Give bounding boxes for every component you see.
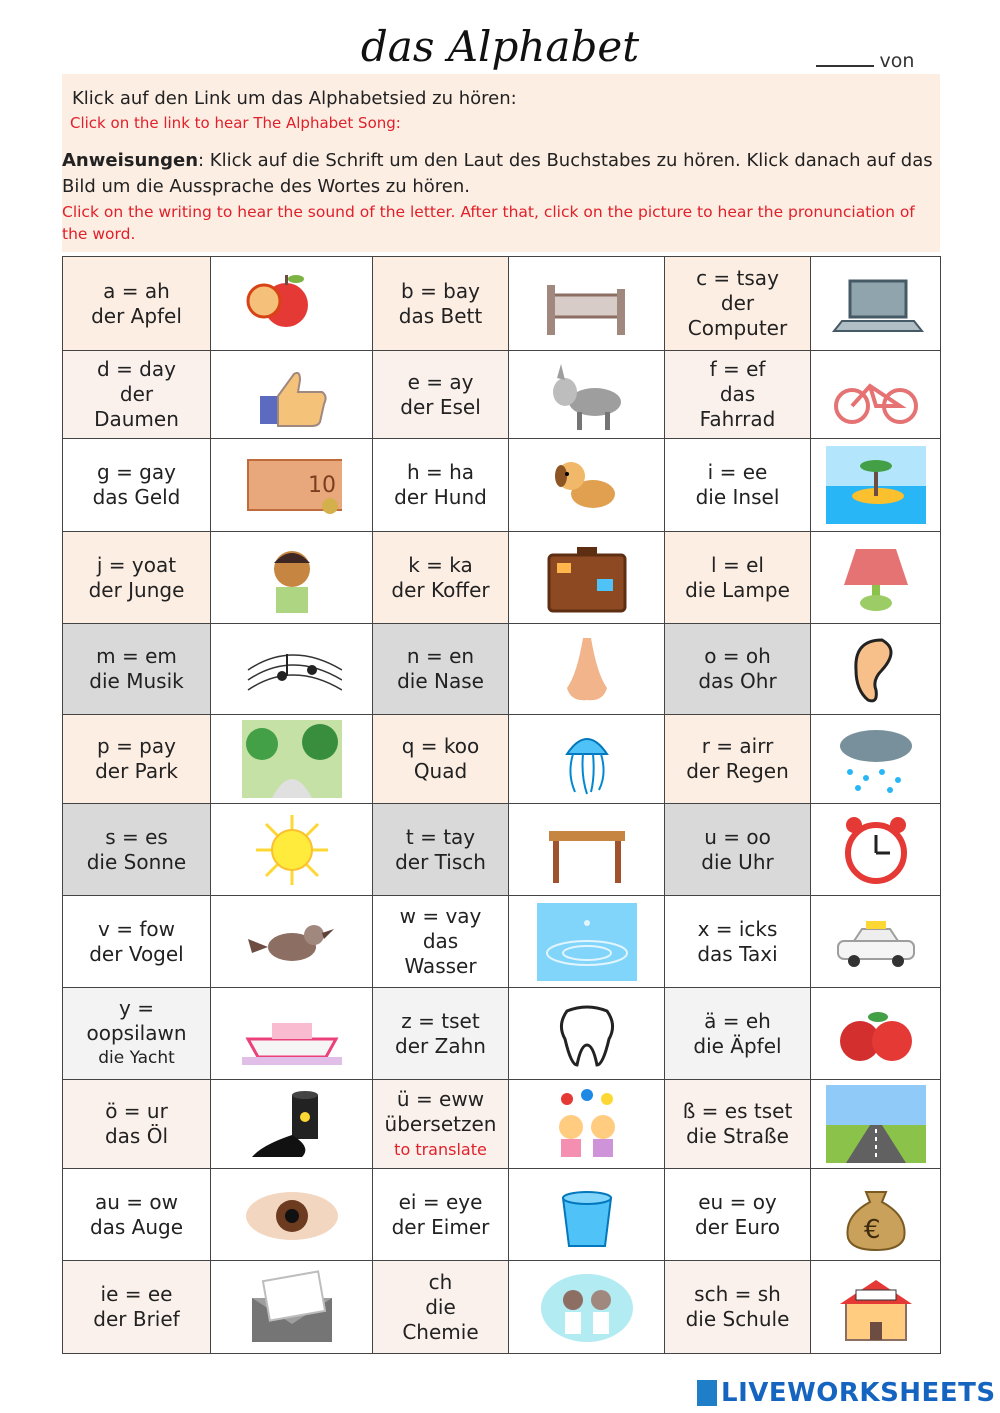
letter-l2: die Insel (695, 485, 780, 509)
letter-l2: der (119, 382, 154, 406)
sun-icon (242, 811, 342, 889)
letter-l1: sch = sh (694, 1282, 781, 1306)
chemistry-icon (537, 1268, 637, 1346)
letter-l1: b = bay (401, 278, 480, 303)
letter-l2: die Sonne (86, 849, 187, 874)
picture-cell[interactable] (509, 532, 665, 624)
letter-cell[interactable] (63, 988, 211, 1080)
letter-l1: z = tset (401, 1008, 480, 1033)
letter-cell[interactable] (63, 532, 211, 624)
picture-cell[interactable] (509, 988, 665, 1080)
letter-l2: der (720, 291, 755, 315)
letter-l1: j = yoat (96, 552, 177, 577)
picture-cell[interactable] (211, 351, 373, 439)
letter-cell[interactable] (373, 1261, 509, 1354)
money-icon (242, 446, 342, 524)
letter-l1: ö = ur (105, 1099, 168, 1123)
letter-l2: der Regen (686, 759, 789, 783)
eye-icon (242, 1176, 342, 1254)
music-notes-icon (242, 630, 342, 708)
svg-text:10: 10 (307, 473, 336, 498)
picture-cell[interactable] (211, 896, 373, 988)
liveworksheets-logo (697, 1376, 996, 1410)
picture-cell[interactable] (211, 1169, 373, 1261)
letter-l2: der Park (95, 759, 178, 783)
picture-cell[interactable] (811, 715, 941, 804)
picture-cell[interactable] (811, 1169, 941, 1261)
letter-cell[interactable] (373, 532, 509, 624)
alarm-clock-icon (826, 811, 926, 889)
letter-l2: die Musik (89, 669, 184, 693)
picture-cell[interactable] (509, 257, 665, 351)
table-row (63, 988, 941, 1080)
letter-cell[interactable] (63, 715, 211, 804)
letter-cell[interactable] (373, 1169, 509, 1261)
alphabet-table (62, 256, 941, 1354)
laptop-icon (826, 265, 926, 343)
letter-cell[interactable] (665, 804, 811, 896)
lamp-icon (826, 539, 926, 617)
table-icon (537, 811, 637, 889)
letter-l3: Chemie (402, 1319, 479, 1344)
road-icon (826, 1085, 926, 1163)
letter-l1: eu = oy (698, 1189, 777, 1214)
letter-l1: y = (119, 996, 154, 1020)
svg-text:€: € (863, 1214, 881, 1245)
letter-l2: der Euro (695, 1214, 780, 1239)
rain-cloud-icon (826, 720, 926, 798)
letter-l1: w = vay (399, 904, 482, 928)
letter-l1: p = pay (97, 734, 176, 758)
letter-l1: v = fow (98, 916, 175, 941)
letter-cell[interactable] (665, 988, 811, 1080)
letter-l2: die Äpfel (693, 1033, 782, 1058)
table-row (63, 257, 941, 351)
letter-icon (242, 1268, 342, 1346)
letter-cell[interactable] (373, 804, 509, 896)
letter-l1: ä = eh (704, 1008, 771, 1033)
letter-l2: die Lampe (685, 577, 790, 602)
letter-l1: q = koo (401, 734, 480, 758)
letter-l2: die Uhr (701, 849, 774, 874)
bicycle-icon (826, 356, 926, 434)
letter-l2: oopsilawn (86, 1021, 187, 1045)
suitcase-icon (537, 539, 637, 617)
page-title: das Alphabet (360, 22, 640, 71)
picture-cell[interactable] (509, 804, 665, 896)
boy-icon (242, 539, 342, 617)
letter-l2: das Öl (104, 1124, 169, 1148)
letter-l3: Daumen (94, 407, 179, 431)
letter-cell[interactable] (63, 257, 211, 351)
letter-l1: ü = eww (396, 1086, 485, 1111)
letter-l2: der Eimer (391, 1214, 490, 1239)
letter-cell[interactable] (665, 532, 811, 624)
donkey-icon (537, 356, 637, 434)
picture-cell[interactable] (811, 1261, 941, 1354)
letter-l1: o = oh (704, 644, 771, 668)
logo-text: LIVEWORKSHEETS (721, 1378, 996, 1408)
letter-l3: to translate (394, 1139, 487, 1159)
logo-badge-icon (697, 1380, 717, 1406)
letter-l2: das Taxi (697, 941, 778, 966)
letter-l1: g = gay (97, 460, 176, 484)
tooth-icon (537, 995, 637, 1073)
letter-l2: der Tisch (395, 849, 486, 874)
picture-cell[interactable] (509, 1261, 665, 1354)
picture-cell[interactable] (211, 624, 373, 715)
letter-cell[interactable] (665, 351, 811, 439)
table-row (63, 351, 941, 439)
picture-cell[interactable] (509, 1080, 665, 1169)
picture-cell[interactable] (811, 896, 941, 988)
letter-l1: au = ow (95, 1189, 178, 1214)
letter-l2: Quad (413, 759, 468, 783)
letter-l1: s = es (105, 824, 168, 849)
picture-cell[interactable] (811, 257, 941, 351)
picture-cell[interactable] (509, 1169, 665, 1261)
apples-icon (826, 995, 926, 1073)
picture-cell[interactable] (811, 804, 941, 896)
picture-cell[interactable] (211, 532, 373, 624)
nose-icon (537, 630, 637, 708)
letter-cell[interactable] (373, 1080, 509, 1169)
instructions-de (62, 148, 940, 200)
letter-l2: die Schule (685, 1307, 790, 1331)
letter-l1: k = ka (408, 552, 473, 577)
thumbs-up-icon (242, 356, 342, 434)
letter-cell[interactable] (63, 1080, 211, 1169)
yacht-icon (242, 995, 342, 1073)
picture-cell[interactable] (811, 351, 941, 439)
letter-l3: die Yacht (98, 1048, 175, 1068)
letter-l1: r = airr (701, 734, 774, 758)
jellyfish-icon (537, 720, 637, 798)
park-icon (242, 720, 342, 798)
island-icon (826, 446, 926, 524)
letter-l1: c = tsay (696, 266, 779, 290)
letter-l1: ei = eye (398, 1189, 483, 1214)
letter-l2: das Bett (398, 303, 483, 328)
letter-cell[interactable] (63, 439, 211, 532)
letter-cell[interactable] (665, 896, 811, 988)
letter-cell[interactable] (665, 1169, 811, 1261)
table-row (63, 439, 941, 532)
table-row (63, 1261, 941, 1354)
letter-l2: das (422, 929, 459, 953)
letter-l1: ch (428, 1269, 453, 1294)
letter-cell[interactable] (665, 715, 811, 804)
letter-cell[interactable] (63, 1261, 211, 1354)
translate-kids-icon (537, 1085, 637, 1163)
letter-l1: ß = es tset (682, 1099, 793, 1123)
score-von: von (879, 50, 915, 72)
letter-l1: m = em (96, 644, 177, 668)
letter-l2: die (425, 1294, 456, 1319)
letter-l2: der Hund (394, 485, 487, 509)
instructions-label: Anweisungen (62, 150, 199, 171)
letter-l1: a = ah (103, 278, 170, 303)
letter-cell[interactable] (63, 1169, 211, 1261)
letter-l1: d = day (97, 357, 176, 381)
letter-l1: n = en (406, 644, 475, 668)
letter-l2: das Ohr (698, 669, 777, 693)
letter-l2: das Auge (89, 1214, 184, 1239)
picture-cell[interactable] (509, 351, 665, 439)
letter-l1: x = icks (697, 916, 778, 941)
letter-l2: der Junge (88, 577, 185, 602)
water-drop-icon (537, 903, 637, 981)
picture-cell[interactable] (509, 715, 665, 804)
letter-cell[interactable] (373, 257, 509, 351)
letter-l2: der Apfel (91, 303, 182, 328)
letter-cell[interactable] (373, 896, 509, 988)
letter-l1: f = ef (709, 357, 766, 381)
table-row (63, 532, 941, 624)
picture-cell[interactable] (211, 1261, 373, 1354)
letter-l2: die Nase (397, 669, 484, 693)
dog-icon (537, 446, 637, 524)
letter-cell[interactable] (63, 896, 211, 988)
letter-l1: h = ha (406, 460, 475, 484)
letter-l2: das (719, 382, 756, 406)
table-row (63, 804, 941, 896)
school-icon (826, 1268, 926, 1346)
taxi-icon (826, 903, 926, 981)
table-row (63, 624, 941, 715)
letter-l2: übersetzen (384, 1111, 497, 1136)
picture-cell[interactable] (811, 1080, 941, 1169)
picture-cell[interactable] (211, 715, 373, 804)
letter-cell[interactable] (373, 715, 509, 804)
letter-cell[interactable] (665, 1080, 811, 1169)
song-link-en[interactable]: Click on the link to hear The Alphabet Song: (70, 114, 401, 132)
ear-icon (826, 630, 926, 708)
picture-cell[interactable] (811, 439, 941, 532)
table-row (63, 715, 941, 804)
letter-cell[interactable] (63, 624, 211, 715)
letter-cell[interactable] (63, 804, 211, 896)
bucket-icon (537, 1176, 637, 1254)
picture-cell[interactable] (811, 532, 941, 624)
letter-l1: u = oo (704, 824, 771, 849)
letter-l2: die Straße (686, 1124, 789, 1148)
intro-panel (62, 74, 940, 252)
letter-cell[interactable] (665, 439, 811, 532)
picture-cell[interactable] (211, 439, 373, 532)
letter-l3: Wasser (404, 954, 477, 978)
picture-cell[interactable] (509, 896, 665, 988)
table-row (63, 896, 941, 988)
instructions-en: Click on the writing to hear the sound of the letter. After that, click on the picture to hear the pronunciation of the word. (62, 203, 915, 243)
letter-l1: i = ee (707, 460, 768, 484)
letter-cell[interactable] (665, 624, 811, 715)
picture-cell[interactable] (509, 439, 665, 532)
letter-cell[interactable] (373, 624, 509, 715)
letter-cell[interactable] (665, 257, 811, 351)
picture-cell[interactable] (211, 257, 373, 351)
letter-l1: t = tay (405, 824, 476, 849)
letter-l1: l = el (711, 552, 764, 577)
letter-cell[interactable] (373, 351, 509, 439)
letter-l2: der Esel (400, 394, 481, 419)
euro-bag-icon (826, 1176, 926, 1254)
table-row (63, 1080, 941, 1169)
picture-cell[interactable] (509, 624, 665, 715)
picture-cell[interactable] (211, 988, 373, 1080)
table-row (63, 1169, 941, 1261)
letter-cell[interactable] (373, 988, 509, 1080)
song-link-de[interactable]: Klick auf den Link um das Alphabetsied zu hören: (72, 88, 517, 109)
letter-l1: e = ay (407, 369, 474, 394)
letter-l1: ie = ee (100, 1282, 173, 1306)
picture-cell[interactable] (811, 624, 941, 715)
letter-l3: Fahrrad (699, 407, 776, 431)
bird-icon (242, 903, 342, 981)
picture-cell[interactable] (811, 988, 941, 1080)
oil-barrel-icon (242, 1085, 342, 1163)
letter-l2: der Zahn (395, 1033, 486, 1058)
letter-l2: das Geld (92, 485, 181, 509)
bed-icon (537, 265, 637, 343)
letter-l3: Computer (687, 316, 788, 340)
letter-cell[interactable] (665, 1261, 811, 1354)
letter-cell[interactable] (63, 351, 211, 439)
letter-l2: der Koffer (391, 577, 490, 602)
instructions-text: : Klick auf die Schrift um den Laut des Buchstabes zu hören. Klick danach auf das Bild um die Aussprache des Wortes zu hören. (62, 150, 933, 197)
picture-cell[interactable] (211, 804, 373, 896)
apple-icon (242, 265, 342, 343)
letter-cell[interactable] (373, 439, 509, 532)
score-blank[interactable] (816, 51, 874, 67)
letter-l2: der Vogel (89, 941, 184, 966)
picture-cell[interactable] (211, 1080, 373, 1169)
letter-l2: der Brief (93, 1307, 180, 1331)
